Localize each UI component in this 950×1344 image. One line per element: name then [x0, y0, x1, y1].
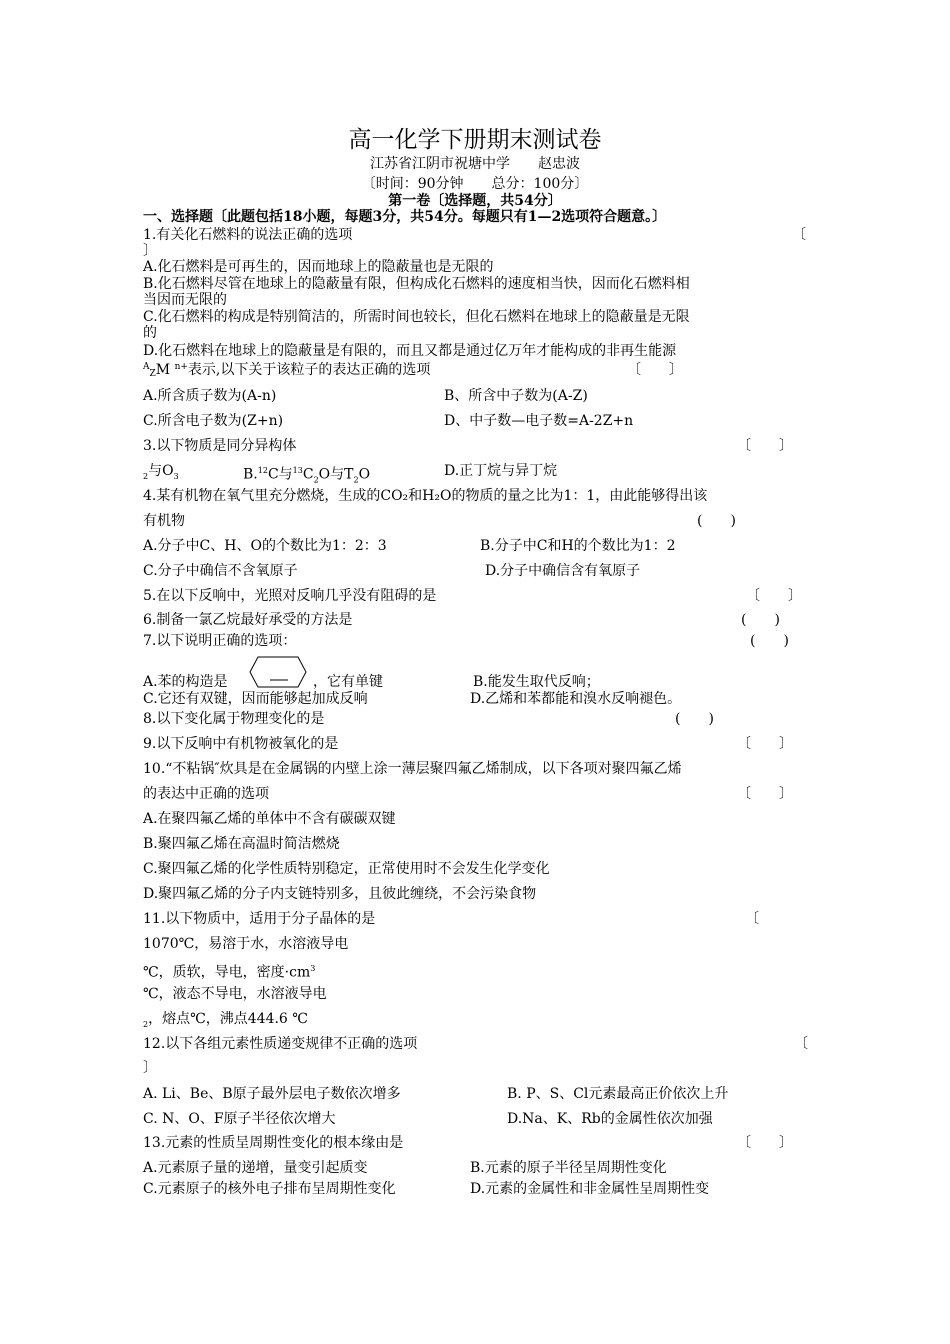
- time-score-line: 〔时间：90分钟 总分：100分〕: [361, 176, 589, 192]
- option-c: C.聚四氟乙烯的化学性质特别稳定，正常使用时不会发生化学变化: [143, 861, 550, 877]
- superscript: 13: [292, 466, 303, 475]
- question-4-cont: 有机物: [143, 513, 185, 529]
- option-d: D.正丁烷与异丁烷: [444, 463, 558, 479]
- subscript: 2: [353, 475, 359, 485]
- option-d: D、中子数—电子数=A-2Z+n: [444, 413, 634, 429]
- option-a: A.在聚四氟乙烯的单体中不含有碳碳双键: [143, 811, 396, 827]
- answer-bracket: 〔 〕: [627, 362, 683, 378]
- option-d: D.分子中确信含有氧原子: [485, 563, 641, 579]
- part1-heading: 第一卷〔选择题，共54分〕: [388, 193, 562, 209]
- option-c-cont: 的: [143, 325, 157, 341]
- option-a: [143, 463, 179, 485]
- option-c: C.它还有双键，因而能够起加成反响: [143, 691, 368, 707]
- option-c: C.所含电子数为(Z+n): [143, 413, 284, 429]
- question-3: 3.以下物质是同分异构体: [143, 438, 297, 454]
- option-d: D.元素的金属性和非金属性呈周期性变: [470, 1181, 710, 1197]
- answer-bracket: 〔 〕: [746, 588, 802, 604]
- subscript: 2: [143, 1019, 149, 1029]
- answer-bracket: ( ): [750, 633, 789, 649]
- option-d-text: ，熔点℃，沸点444.6 ℃: [148, 1011, 308, 1027]
- option-c: C.元素原子的核外电子排布呈周期性变化: [143, 1181, 396, 1197]
- answer-bracket: 〔 〕: [737, 786, 793, 802]
- option-a: A.分子中C、H、O的个数比为1：2：3: [143, 538, 387, 554]
- question-10: 10.“不粘锅″炊具是在金属锅的内壁上涂一薄层聚四氟乙烯制成，以下各项对聚四氟乙烯: [143, 761, 682, 777]
- option-b: B.元素的原子半径呈周期性变化: [470, 1160, 667, 1176]
- question-4: 4.某有机物在氧气里充分燃烧，生成的CO₂和H₂O的物质的量之比为1：1，由此能够得出该: [143, 488, 708, 504]
- subscript: 2: [313, 475, 319, 485]
- option-d: [143, 1011, 308, 1033]
- answer-bracket: 〔: [792, 227, 806, 243]
- option-a: A.苯的构造是: [143, 674, 228, 690]
- nuclide-charge: n+: [174, 362, 188, 372]
- benzene-ring-icon: [248, 655, 308, 689]
- question-2: [143, 362, 430, 378]
- answer-bracket: 〕: [143, 1060, 157, 1076]
- question-7: 7.以下说明正确的选项：: [143, 633, 297, 649]
- option-b-text: ℃，质软，导电，密度·cm: [143, 964, 311, 981]
- option-c: ℃，液态不导电，水溶液导电: [143, 986, 327, 1002]
- option-b: [243, 463, 370, 488]
- option-a: 1070℃，易溶于水，水溶液导电: [143, 936, 349, 952]
- option-c: C.化石燃料的构成是特别简洁的，所需时间也较长，但化石燃料在地球上的隐蔽量是无限: [143, 309, 690, 325]
- nuclide-symbol: M: [155, 362, 171, 378]
- option-b-text: O: [358, 466, 371, 483]
- option-b: B. P、S、Cl元素最高正价依次上升: [507, 1086, 729, 1102]
- option-c: C.分子中确信不含氧原子: [143, 563, 298, 579]
- subscript: 2: [143, 471, 149, 481]
- option-b: B.聚四氟乙烯在高温时简洁燃烧: [143, 836, 340, 852]
- answer-bracket: ( ): [675, 711, 714, 727]
- answer-bracket: 〔: [745, 911, 759, 927]
- option-d: D.乙烯和苯都能和溴水反响褪色。: [470, 691, 682, 707]
- option-b-text: C: [302, 466, 314, 483]
- question-12: 12.以下各组元素性质递变规律不正确的选项: [143, 1036, 418, 1052]
- option-b: [143, 961, 315, 981]
- option-d: D.聚四氟乙烯的分子内支链特别多，且彼此缠绕，不会污染食物: [143, 886, 537, 902]
- option-d: D.化石燃料在地球上的隐蔽量是有限的，而且又都是通过亿万年才能构成的非再生能源: [143, 343, 677, 359]
- option-b: B.分子中C和H的个数比为1：2: [480, 538, 676, 554]
- answer-bracket: 〔 〕: [737, 736, 793, 752]
- option-a-cont: ，它有单键: [313, 674, 383, 690]
- answer-bracket: ( ): [697, 513, 736, 529]
- question-5: 5.在以下反响中，光照对反响几乎没有阻碍的是: [143, 588, 437, 604]
- option-b-label: B.: [243, 466, 258, 483]
- option-a: A.所含质子数为(A-n): [143, 388, 277, 404]
- option-d: D.Na、K、Rb的金属性依次加强: [507, 1111, 713, 1127]
- page-title: 高一化学下册期末测试卷: [348, 127, 602, 153]
- option-a: A. Li、Be、B原子最外层电子数依次增多: [143, 1086, 401, 1102]
- question-2-text: 表示,以下关于该粒子的表达正确的选项: [187, 362, 431, 378]
- option-b: B.能发生取代反响；: [473, 674, 600, 690]
- option-a-text: 与O: [148, 463, 174, 479]
- question-6: 6.制备一氯乙烷最好承受的方法是: [143, 612, 353, 628]
- question-11: 11.以下物质中，适用于分子晶体的是: [143, 911, 376, 927]
- superscript: 12: [257, 466, 268, 475]
- question-1: 1.有关化石燃料的说法正确的选项: [143, 227, 353, 243]
- question-13: 13.元素的性质呈周期性变化的根本缘由是: [143, 1135, 404, 1151]
- answer-bracket: ( ): [741, 612, 780, 628]
- option-b-cont: 当因而无限的: [143, 292, 227, 308]
- question-8: 8.以下变化属于物理变化的是: [143, 711, 325, 727]
- answer-bracket: 〔 〕: [737, 438, 793, 454]
- section1-heading: 一、选择题〔此题包括18小题，每题3分，共54分。每题只有1—2选项符合题意。〕: [143, 209, 667, 225]
- nuclide-mass: A: [143, 362, 150, 372]
- nuclide-atomic: Z: [149, 369, 156, 379]
- option-a: A.元素原子量的递增，量变引起质变: [143, 1160, 368, 1176]
- option-a: A.化石燃料是可再生的，因而地球上的隐蔽量也是无限的: [143, 259, 494, 275]
- option-c: C. N、O、F原子半径依次增大: [143, 1111, 336, 1127]
- option-b-text: O与T: [318, 466, 354, 483]
- question-9: 9.以下反响中有机物被氧化的是: [143, 736, 339, 752]
- option-b: B、所含中子数为(A-Z): [444, 388, 588, 404]
- answer-bracket: 〕: [143, 243, 157, 259]
- subscript: 3: [173, 471, 179, 481]
- option-b-text: C与: [267, 466, 293, 483]
- question-10-cont: 的表达中正确的选项: [143, 786, 269, 802]
- answer-bracket: 〔 〕: [737, 1135, 793, 1151]
- author-line: 江苏省江阴市祝塘中学 赵忠波: [370, 156, 580, 172]
- answer-bracket: 〔: [794, 1036, 808, 1052]
- option-b: B.化石燃料尽管在地球上的隐蔽量有限，但构成化石燃料的速度相当快，因而化石燃料相: [143, 276, 690, 292]
- superscript: 3: [310, 964, 316, 973]
